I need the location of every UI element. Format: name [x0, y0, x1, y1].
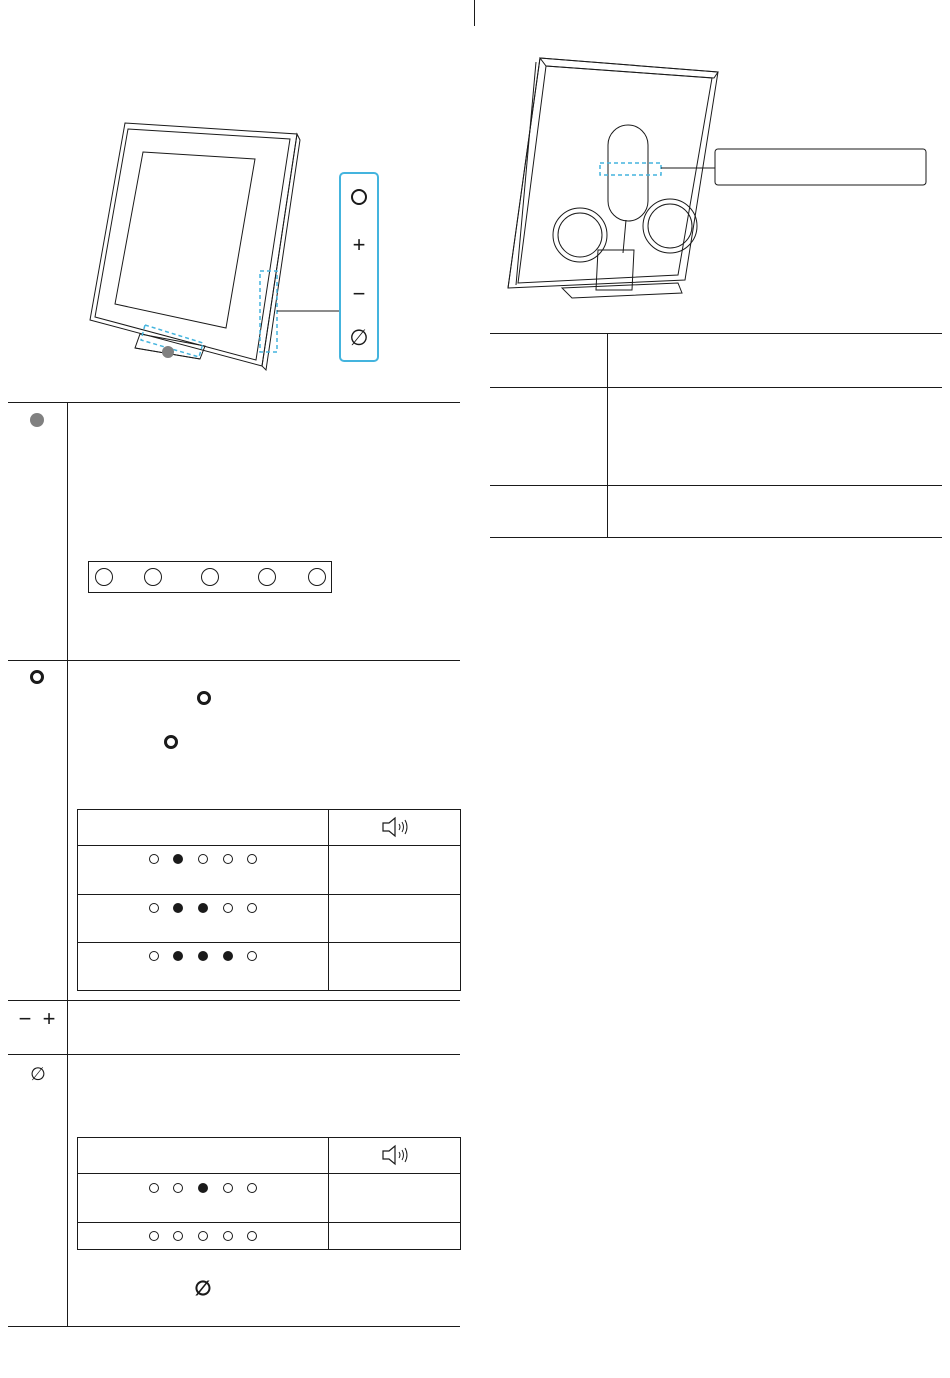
led-on-dot — [198, 903, 208, 913]
power-ring-icon — [30, 670, 44, 684]
led-off-dot — [247, 1231, 257, 1241]
side-panel-mute-icon: ∅ — [349, 325, 369, 350]
led-on-dot — [173, 854, 183, 864]
back-speaker-illustration — [480, 0, 950, 320]
led-off-dot — [223, 1183, 233, 1193]
led-bar — [88, 561, 332, 593]
led-off-dot — [223, 1231, 233, 1241]
plus-icon: + — [42, 1006, 56, 1031]
led-circle — [308, 568, 326, 586]
indicator-dot-icon — [30, 413, 44, 427]
led-off-dot — [247, 1183, 257, 1193]
led-on-dot — [173, 951, 183, 961]
minus-icon: − — [18, 1006, 32, 1031]
led-off-dot — [247, 854, 257, 864]
led-off-dot — [173, 1231, 183, 1241]
led-off-dot — [149, 951, 159, 961]
led-on-dot — [198, 951, 208, 961]
mute-icon: ∅ — [30, 1064, 46, 1084]
led-off-dot — [149, 854, 159, 864]
led-off-dot — [223, 903, 233, 913]
led-circle — [258, 568, 276, 586]
led-circle — [95, 568, 113, 586]
led-off-dot — [149, 903, 159, 913]
led-on-dot — [198, 1183, 208, 1193]
speaker-volume-icon — [381, 816, 413, 838]
speaker-volume-icon — [381, 1144, 413, 1166]
led-off-dot — [173, 1183, 183, 1193]
side-panel-plus-icon: + — [352, 232, 366, 257]
led-off-dot — [198, 1231, 208, 1241]
led-off-dot — [198, 854, 208, 864]
led-on-dot — [173, 903, 183, 913]
led-off-dot — [247, 903, 257, 913]
led-circle — [144, 568, 162, 586]
led-off-dot — [149, 1231, 159, 1241]
led-circle — [201, 568, 219, 586]
side-panel-minus-icon: − — [352, 281, 366, 306]
led-off-dot — [247, 951, 257, 961]
front-speaker-illustration — [0, 0, 480, 400]
mute-icon-inline: ∅ — [194, 1278, 212, 1300]
led-on-dot — [223, 951, 233, 961]
power-ring-icon-inline — [164, 735, 178, 749]
led-off-dot — [223, 854, 233, 864]
led-off-dot — [149, 1183, 159, 1193]
power-ring-icon-inline — [197, 691, 211, 705]
